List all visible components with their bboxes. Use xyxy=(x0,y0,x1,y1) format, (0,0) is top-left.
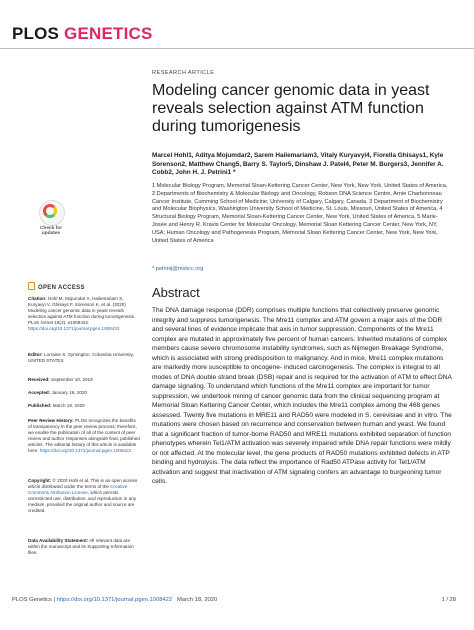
author-list: Marcel Hohl1, Aditya Mojumdar2, Sarem Hailemariam3, Vitaly Kuryavyi4, Fiorella Ghisays1, Kyle Sorenson2, Matthew Chang5, Barry S. Taylor5, Dinshaw J. Patel4, Peter M. Burgers3, Jennifer A. Cobb2, John H. J. Petrini1 * xyxy=(152,152,444,177)
article-type: RESEARCH ARTICLE xyxy=(152,70,215,76)
journal-logo xyxy=(12,24,153,44)
badge-label: Check for updates xyxy=(39,226,63,237)
journal-logo-plos: PLOS xyxy=(12,24,60,43)
data-availability-block xyxy=(28,538,140,556)
open-access-text: OPEN ACCESS xyxy=(38,285,85,291)
footer-journal: PLOS Genetics | xyxy=(12,597,56,603)
copyright-block xyxy=(28,478,140,515)
page-footer xyxy=(12,597,462,603)
peer-review-label: Peer Review History: xyxy=(28,418,74,423)
lock-icon xyxy=(28,282,35,290)
page-number: 1 / 28 xyxy=(441,597,456,603)
accepted-label: Accepted: xyxy=(28,390,51,395)
footer-doi-link[interactable]: https://doi.org/10.1371/journal.pgen.1008422 xyxy=(56,597,173,603)
editor-text: Lorraine S. Symington, Columbia University, UNITED STATES xyxy=(28,352,134,364)
received-date: September 10, 2019 xyxy=(51,377,93,382)
citation-doi-link[interactable]: https://doi.org/10.1371/journal.pgen.1008422 xyxy=(28,326,120,332)
corresponding-email[interactable]: * petrinij@mskcc.org xyxy=(152,266,204,272)
editor-label: Editor: xyxy=(28,352,43,357)
accepted-date: January 19, 2020 xyxy=(51,390,88,395)
article-title: Modeling cancer genomic data in yeast reveals selection against ATM function during tumorigenesis xyxy=(152,82,430,135)
published-block xyxy=(28,403,140,409)
footer-date: March 18, 2020 xyxy=(176,597,218,603)
abstract-text: The DNA damage response (DDR) comprises multiple functions that collectively preserve genomic integrity and suppress tumorigenesis. The Mre11 complex and ATM govern a major axis of the DDR and several lines of evidence implicate that axis in tumor suppression. Components of the Mre11 complex are mutated in approximately five percent of human cancers. Inherited mutations of complex members cause severe chromosome instability syndromes, such as Nijmegen Breakage Syndrome, which is associated with strong predisposition to malignancy. And in mice, Mre11 complex mutations are markedly more susceptible to oncogene- induced carcinogenesis. The complex is integral to all modes of DNA double strand break (DSB) repair and is required for the activation of ATM to effect DNA damage signaling. To understand which functions of the Mre11 complex are important for tumor suppression, we undertook mining of cancer genomic data from the clinical sequencing program at Memorial Sloan Kettering Cancer Center, which includes the Mre11 complex among the 468 genes assessed. Twenty five mutations in MRE11 and RAD50 were modeled in S. cerevisiae and in vitro. The mutations were chosen based on recurrence and conservation between human and yeast. We found that a significant fraction of tumor-borne RAD50 and MRE11 mutations exhibited separation of function phenotypes wherein Tel1/ATM activation was severely impaired while DNA repair functions were mildly or not affected. At the molecular level, the gene products of RAD50 mutations exhibited defects in ATP binding and hydrolysis. The data reflect the importance of Rad50 ATPase activity for Tel1/ATM activation and suggest that inactivation of ATM signaling confers an advantage to burgeoning tumor cells. xyxy=(152,307,452,485)
copyright-label: Copyright: xyxy=(28,478,52,483)
refresh-icon xyxy=(43,204,57,218)
affiliations: 1 Molecular Biology Program, Memorial Sloan-Kettering Cancer Center, New York, New York, United States of America, 2 Departments of Biochemistry & Molecular Biology and Oncology, Robson DNA Science Centre, Arnie Charbonneau Cancer Institute, Cumming School of Medicine; University of Calgary, Calgary, Canada, 3 Department of Biochemistry and Molecular Biophysics, Washington University School of Medicine, St. Louis, Missouri, United States of America, 4 Structural Biology Program, Memorial Sloan-Kettering Cancer Center, New York, United States of America, 5 Marie-Josée and Henry R. Kravis Center for Molecular Oncology, Memorial Sloan Kettering Cancer Center, New York, NY, USA; Human Oncology and Pathogenesis Program, Memorial Sloan Kettering Cancer Center, New York, New York, United States of America xyxy=(152,183,448,244)
published-label: Published: xyxy=(28,403,52,408)
citation-text: Hohl M, Mojumdar A, Hailemariam S, Kuryavyi V, Ghisays F, Sorenson K, et al. (2020) Modeling cancer genomic data in yeast reveals selection against ATM function during tumorigenesis. PLoS Genet 16(3): e1008422. xyxy=(28,296,136,326)
data-availability-text: All relevant data are within the manuscript and its Supporting Information files. xyxy=(28,538,134,556)
data-availability-label: Data Availability Statement: xyxy=(28,538,89,543)
received-label: Received: xyxy=(28,377,50,382)
peer-review-link[interactable]: https://doi.org/10.1371/journal.pgen.1008422 xyxy=(39,448,132,454)
copyright-text-2: , which permits unrestricted use, distribution, and reproduction in any medium, provided the original author and source are credited. xyxy=(28,490,137,514)
cc-license-link[interactable]: Creative Commons Attribution License xyxy=(28,484,128,496)
check-for-updates-badge[interactable] xyxy=(33,200,69,244)
accepted-block xyxy=(28,390,140,396)
header-divider xyxy=(0,48,474,49)
citation-label: Citation: xyxy=(28,296,47,301)
copyright-text: © 2020 Hohl et al. This is an open access article distributed under the terms of the xyxy=(28,478,138,490)
peer-review-block xyxy=(28,418,140,455)
journal-logo-genetics: GENETICS xyxy=(59,24,153,43)
published-date: March 18, 2020 xyxy=(52,403,85,408)
peer-review-text: PLOS recognizes the benefits of transparency in the peer review process; therefore, we enable the publication of all of the content of peer review and author responses alongside final, published articles. The editorial history of this article is available here: xyxy=(28,418,140,454)
editor-block xyxy=(28,352,140,364)
abstract-heading: Abstract xyxy=(152,285,200,300)
citation-block xyxy=(28,296,140,333)
received-block xyxy=(28,377,140,383)
open-access-label xyxy=(28,282,85,291)
